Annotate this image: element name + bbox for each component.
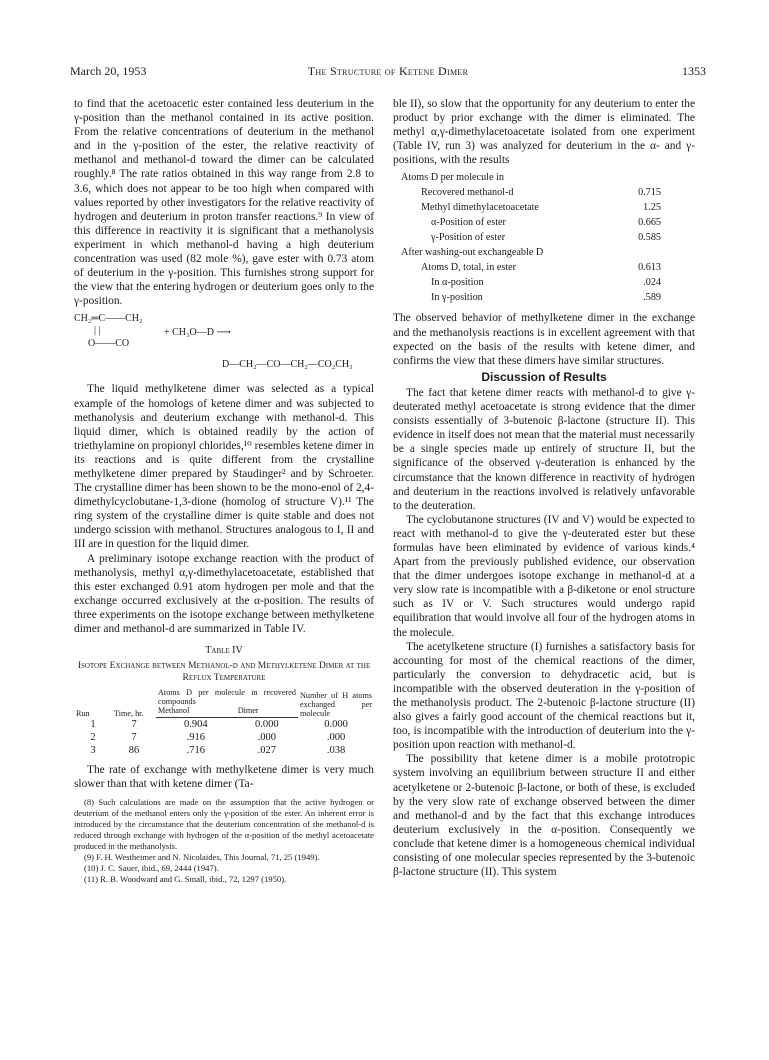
equation-reactant-line1: CH₂═C——CH₂	[74, 313, 143, 325]
isotope-exchange-table	[74, 688, 374, 757]
cell-time: 7	[131, 718, 137, 730]
result-label: γ-Position of ester	[431, 232, 506, 244]
right-column	[393, 97, 695, 879]
cell-run: 2	[90, 732, 96, 744]
col-header-dimer: Dimer	[236, 706, 298, 718]
cell-methanol: .716	[186, 745, 206, 757]
result-value: 0.665	[638, 217, 661, 229]
results-heading: Atoms D per molecule in	[401, 172, 504, 184]
result-label: In γ-position	[431, 292, 483, 304]
paragraph: The possibility that ketene dimer is a mobile prototropic system involving an equilibrium between structure II and either acetylketene or 2-butenoic β-lactone, or both of these, is excluded by the very slow rate of exchange observed between the dimer and methanol-d and by the fact that this exchange introduces deuterium exclusively in the α-position. Consequently we conclude that ketene dimer is a homogeneous chemical individual consisting of one molecular species represented by the 3-butenoic β-lactone structure (II). This system	[393, 753, 695, 879]
footnote-11: (11) R. B. Woodward and G. Small, ibid., 72, 1297 (1950).	[84, 874, 287, 885]
paragraph: The liquid methylketene dimer was selected as a typical example of the homologs of ketene dimer and was subjected to methanolysis and deuterium exchange with methanol-d. This liquid dimer, which is obtained readily by the action of triethylamine on propionyl chlorides,¹⁰ resembles ketene dimer in its reactions and is quite different from the crystalline methylketene dimer prepared by Staudinger² and by Schroeter. The crystalline dimer has been shown to be the mono-enol of 2,4-dimethylcyclobutane-1,3-dione (homolog of structure V).¹¹ The ring system of the crystalline dimer is quite stable and does not undergo scission with methanol. Structures analogous to I, II and III are in question for the liquid dimer.	[74, 383, 374, 551]
equation-product: D—CH₂—CO—CH₂—CO₂CH₃	[222, 359, 353, 371]
table-caption: Isotope Exchange between Methanol-d and Methylketene Dimer at the Reflux Temperature	[77, 660, 371, 684]
paragraph: ble II), so slow that the opportunity for any deuterium to enter the product by prior exchange with the dimer is eliminated. The methyl α,γ-dimethylacetoacetate isolated from one experiment (Table IV, run 3) was analyzed for deuterium in the α- and γ-positions, with the results	[393, 98, 695, 167]
paragraph: The acetylketene structure (I) furnishes a satisfactory basis for accounting for most of the chemical reactions of the dimer, particularly the conversion to dehydracetic acid, but is incompatible with the observed deuteration in the γ-position of the methanolysis product. The 2-butenoic β-lactone structure (II) also gives a fairly good account of the chemical reactions but it, too, is incompatible with the introduction of deuterium into the γ-position upon reaction with methanol-d.	[393, 640, 695, 752]
paragraph: A preliminary isotope exchange reaction with the product of methanolysis, methyl α,γ-dimethylacetoacetate, established that this ester exchanged 0.91 atom hydrogen per mole and that the exchange occurred exclusively at the α-position. The results of three experiments on the isotope exchange between methylketene dimer and methanol-d are summarized in Table IV.	[74, 552, 374, 635]
cell-run: 1	[90, 718, 96, 730]
header-title: The Structure of Ketene Dimer	[307, 64, 469, 78]
paragraph: to find that the acetoacetic ester contained less deuterium in the γ-position than the methanol contained in its active position. From the relative concentrations of deuterium in the methanol and in the γ-position of the ester, the relative reactivity of methanol and methanol-d toward the dimer can be calculated roughly.⁸ The rate ratios obtained in this way range from 2.8 to 3.6, which does not appear to be too high when compared with values reported by other investigators for the relative reactivity of hydrogen and deuterium in proton transfer reactions.⁹ In view of this difference in reactivity it is significant that a methanolysis experiment in which methanol-d having a high deuterium concentration was used (82 mole %), gave ester with 0.73 atom of deuterium in the γ-position. This furnishes strong support for the view that the entering hydrogen or deuterium goes only to the γ-position.	[74, 98, 374, 308]
table-title: Table IV	[205, 645, 243, 657]
cell-time: 86	[128, 745, 140, 757]
result-label: Methyl dimethylacetoacetate	[421, 202, 539, 214]
footnote-9: (9) F. H. Westheimer and N. Nicolaides, This Journal, 71, 25 (1949).	[84, 852, 320, 863]
cell-run: 3	[90, 745, 96, 757]
cell-exchanged: 0.000	[324, 718, 348, 730]
footnote-10: (10) J. C. Sauer, ibid., 69, 2444 (1947).	[84, 863, 219, 874]
col-header-exchanged: Number of H atoms exchanged per molecule	[300, 690, 372, 718]
cell-exchanged: .038	[326, 745, 346, 757]
equation-reagent: + CH₃O—D ⟶	[164, 327, 231, 339]
col-header-run: Run	[76, 708, 90, 718]
result-value: .024	[643, 277, 661, 289]
result-label: Recovered methanol-d	[421, 187, 514, 199]
result-label: In α-position	[431, 277, 484, 289]
result-value: 0.585	[638, 232, 661, 244]
paragraph: The fact that ketene dimer reacts with methanol-d to give γ-deuterated methyl acetoacetate is strong evidence that the dimer consists essentially of 3-butenoic β-lactone (structure II). This evidence in itself does not mean that the material must necessarily be a single species made up entirely of structure II, but the significance of the observed γ-deuteration is enhanced by the circumstance that the known difference in reactivity of hydrogen and deuterium in the reactions involved is relatively unfavorable to the deuteration.	[393, 386, 695, 512]
footnote-8: (8) Such calculations are made on the assumption that the active hydrogen or deuterium of the methanol enters only the γ-position of the ester. An inherent error is introduced by the circumstance that the deuterium concentration of the methanol-d is reduced through exchange with hydrogen of the α-position of the methyl acetoacetate produced in the methanolysis.	[74, 797, 374, 852]
result-value: .589	[643, 292, 661, 304]
cell-methanol: 0.904	[184, 719, 208, 731]
footnotes	[74, 797, 374, 885]
section-heading: Discussion of Results	[481, 369, 607, 384]
col-header-methanol: Methanol	[156, 706, 236, 718]
result-value: 0.613	[638, 262, 661, 274]
paragraph: The rate of exchange with methylketene dimer is very much slower than that with ketene dimer (Ta-	[74, 764, 374, 791]
header-date: March 20, 1953	[70, 64, 147, 78]
col-header-group: Atoms D per molecule in recovered compounds	[158, 688, 296, 707]
col-header-time: Time, hr.	[114, 708, 144, 718]
cell-dimer: 0.000	[255, 719, 279, 731]
result-value: 0.715	[638, 187, 661, 199]
result-value: 1.25	[643, 202, 661, 214]
equation-reactant-line2: O——CO	[88, 338, 130, 350]
equation-ring-bonds: | |	[94, 325, 101, 337]
cell-dimer: .000	[257, 732, 277, 744]
cell-dimer: .027	[257, 745, 277, 757]
table-row	[74, 731, 374, 744]
left-column	[74, 97, 374, 885]
cell-methanol: .916	[186, 732, 206, 744]
cell-exchanged: .000	[326, 732, 346, 744]
result-label: α-Position of ester	[431, 217, 506, 229]
results-heading: After washing-out exchangeable D	[401, 247, 544, 259]
cell-time: 7	[131, 732, 137, 744]
deuterium-results	[401, 170, 695, 305]
header-page-number: 1353	[682, 64, 706, 78]
running-header	[70, 64, 706, 80]
paragraph: The cyclobutanone structures (IV and V) would be expected to react with methanol-d to give the γ-deuterated ester but these formulas have been eliminated by evidence of various kinds.⁴ Apart from the previously published evidence, our observation that the dimer undergoes isotope exchange in methanol-d at a very slow rate is incompatible with a β-diketone or enol structure such as IV or V. Such structures would undergo rapid equilibration that would involve all four of the hydrogen atoms in the molecule.	[393, 513, 695, 639]
result-label: Atoms D, total, in ester	[421, 262, 517, 274]
reaction-equation	[74, 312, 374, 378]
paragraph: The observed behavior of methylketene dimer in the exchange and the methanolysis reactions is in excellent agreement with that expected on the basis of the results with ketene dimer, and confirms the view that these dimers have similar structures.	[393, 312, 695, 367]
table-row	[74, 744, 374, 757]
table-row	[74, 718, 374, 732]
